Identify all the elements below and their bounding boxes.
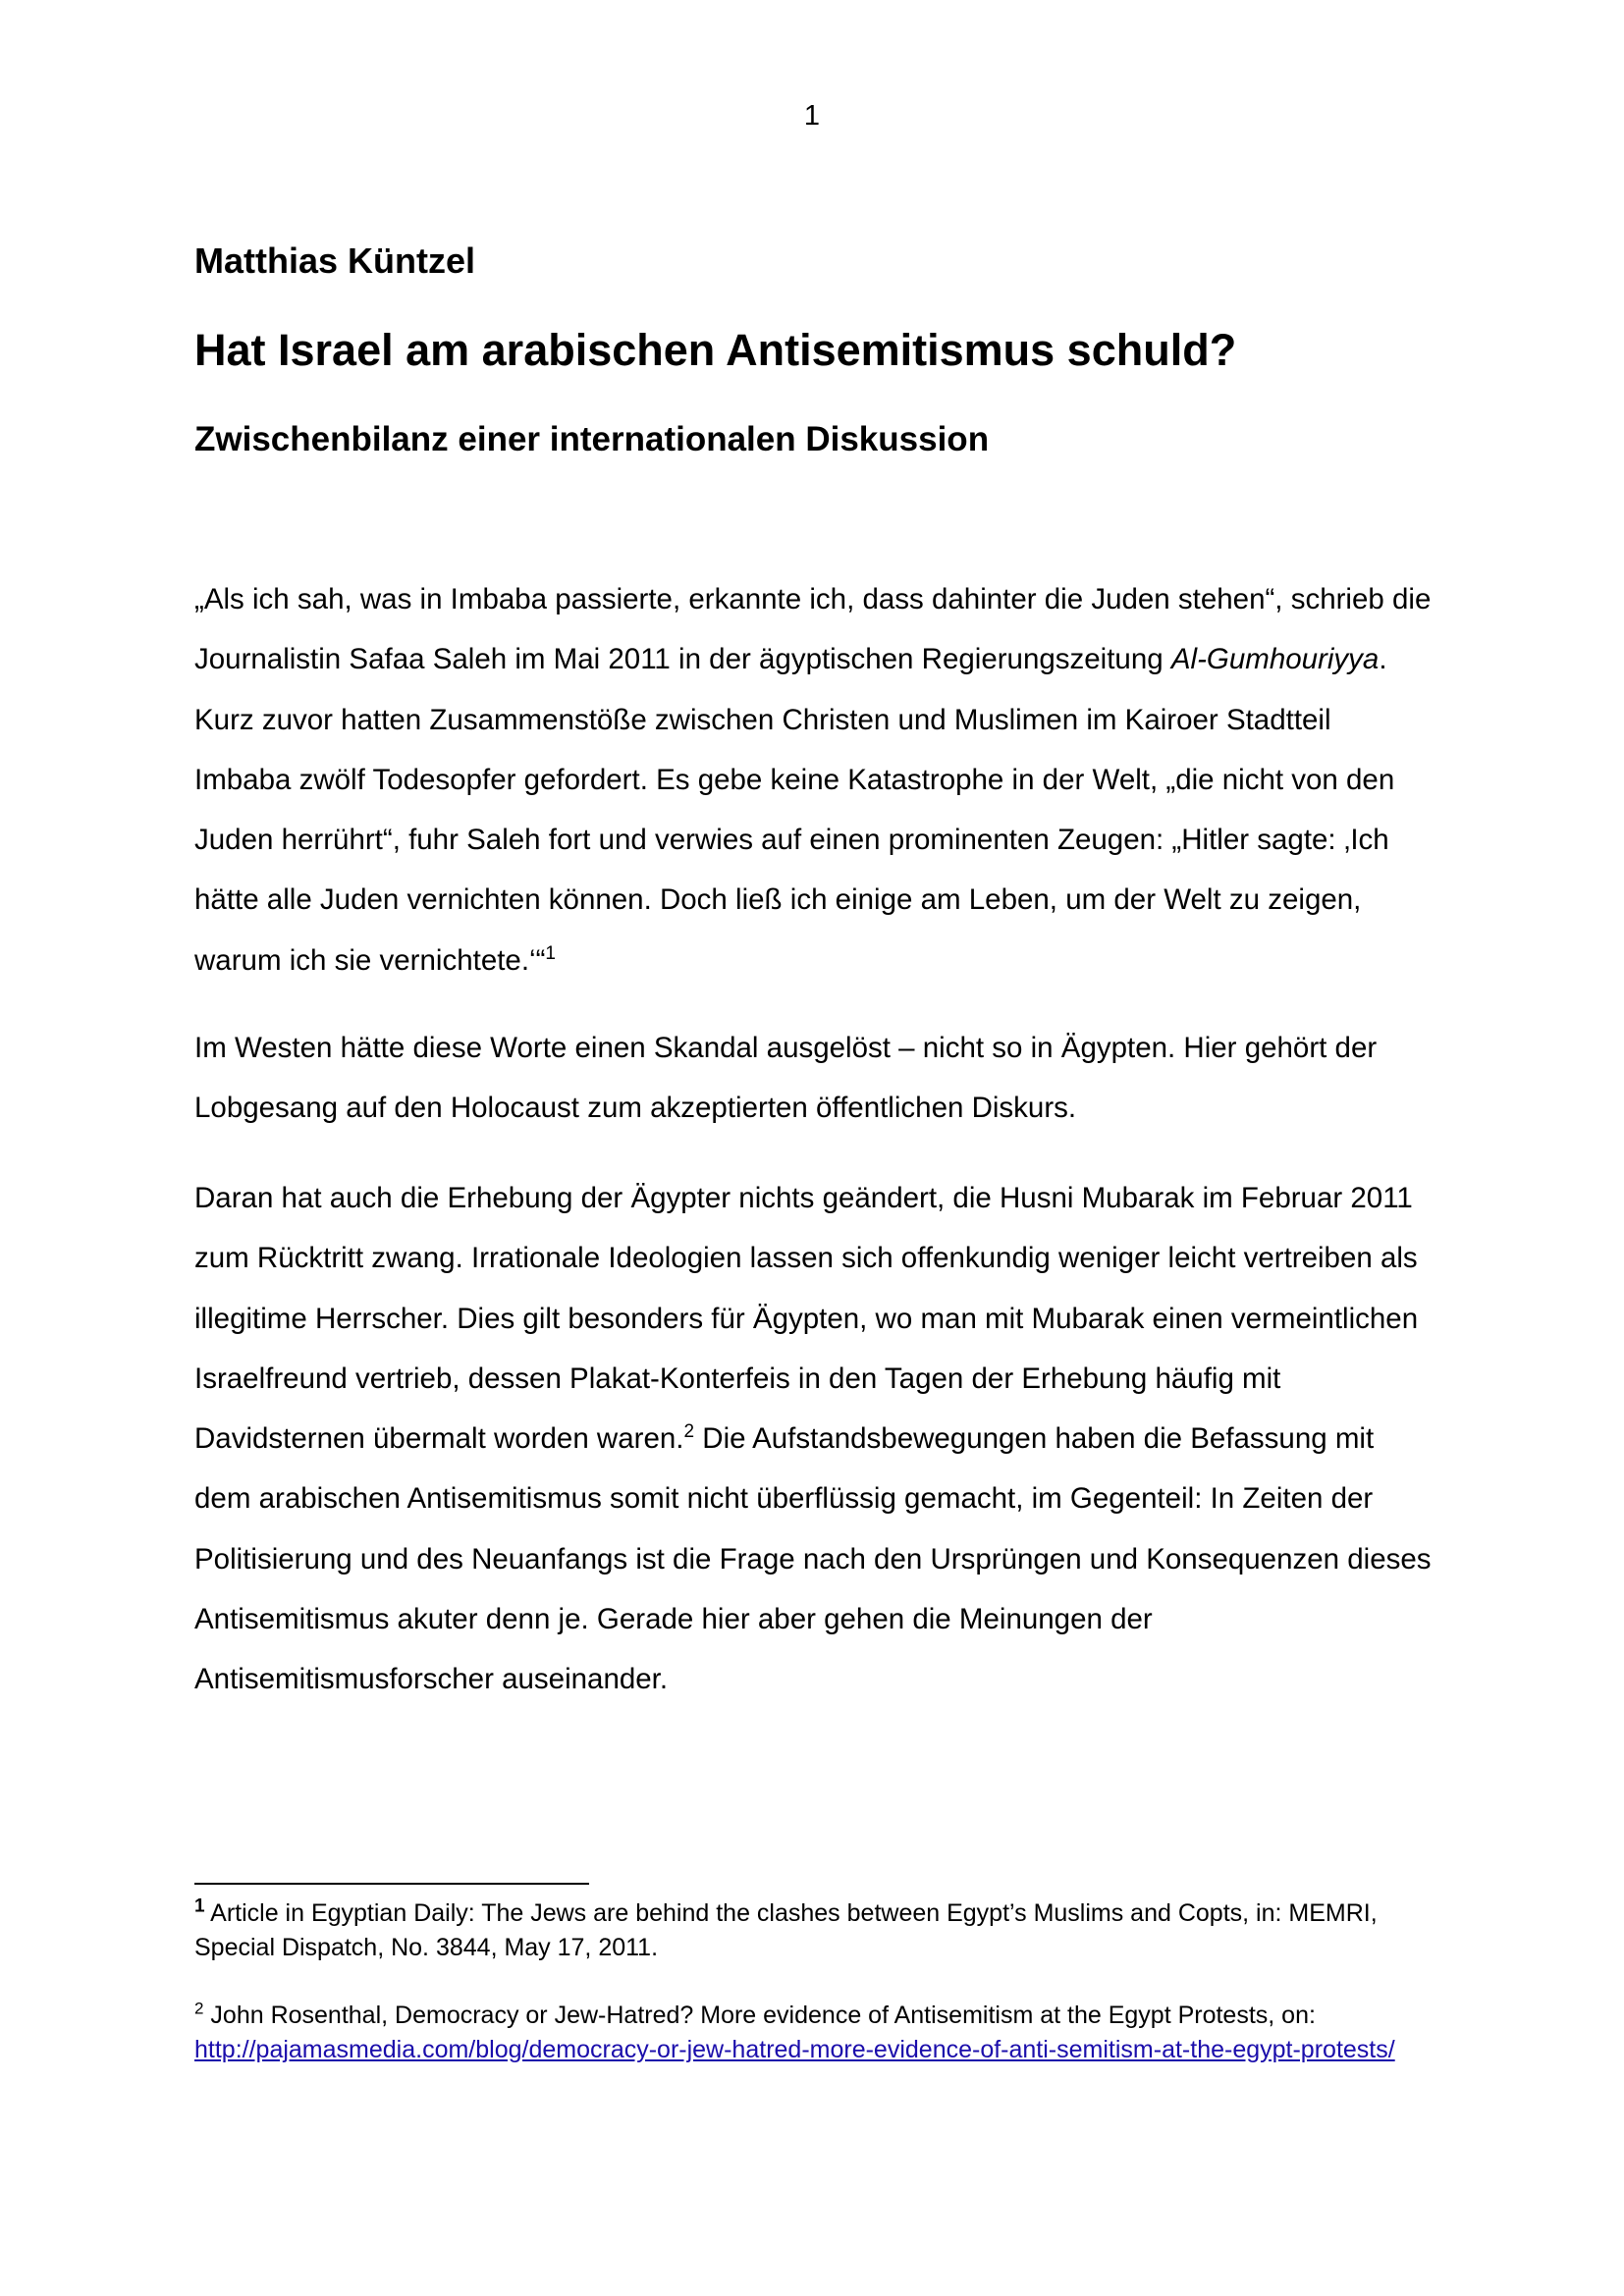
paragraph-3-text-b: Die Aufstandsbewegungen haben die Befassung mit dem arabischen Antisemitismus somit nicht überflüssig gemacht, im Gegenteil: In Zeiten der Politisierung und des Neuanfangs ist die Frage nach den Ursprüngen und Konsequenzen dieses Antisemitismus akuter denn je. Gerade hier aber gehen die Meinungen der Antisemitismusforscher auseinander.	[194, 1422, 1432, 1696]
footnote-ref-2[interactable]: 2	[683, 1421, 695, 1443]
footnote-2	[194, 1999, 1441, 2067]
paragraph-1	[194, 569, 1434, 990]
article-title: Hat Israel am arabischen Antisemitismus schuld?	[194, 325, 1237, 375]
paragraph-2	[194, 1018, 1434, 1139]
article-subtitle: Zwischenbilanz einer internationalen Diskussion	[194, 420, 990, 458]
paragraph-1-text-b: . Kurz zuvor hatten Zusammenstöße zwischen Christen und Muslimen im Kairoer Stadtteil Imbaba zwölf Todesopfer gefordert. Es gebe keine Katastrophe in der Welt, „die nicht von den Juden herrührt“, fuhr Saleh fort und verwies auf einen prominenten Zeugen: „Hitler sagte: ‚Ich hätte alle Juden vernichten können. Doch ließ ich einige am Leben, um der Welt zu zeigen, warum ich sie vernichtete.‘“	[194, 643, 1395, 977]
footnote-2-link[interactable]: http://pajamasmedia.com/blog/democracy-or-jew-hatred-more-evidence-of-anti-semitism-at-the-egypt-protests/	[194, 2036, 1395, 2063]
page-number: 1	[803, 100, 821, 132]
footnote-1-mark: 1	[194, 1896, 205, 1917]
paragraph-2-text: Im Westen hätte diese Worte einen Skandal ausgelöst – nicht so in Ägypten. Hier gehört der Lobgesang auf den Holocaust zum akzeptierten öffentlichen Diskurs.	[194, 1032, 1378, 1125]
footnote-2-text: John Rosenthal, Democracy or Jew-Hatred? More evidence of Antisemitism at the Egypt Protests, on:	[203, 2002, 1316, 2029]
footnote-ref-1[interactable]: 1	[545, 942, 556, 964]
footnote-separator	[194, 1883, 589, 1885]
footnote-1-text: Article in Egyptian Daily: The Jews are behind the clashes between Egypt’s Muslims and Copts, in: MEMRI, Special Dispatch, No. 3844, May 17, 2011.	[194, 1899, 1378, 1961]
paragraph-1-text-a: „Als ich sah, was in Imbaba passierte, erkannte ich, dass dahinter die Juden stehen“, schrieb die Journalistin Safaa Saleh im Mai 2011 in der ägyptischen Regierungszeitung	[194, 583, 1432, 676]
newspaper-name: Al-Gumhouriyya	[1170, 643, 1380, 676]
footnote-2-mark: 2	[194, 1999, 204, 2018]
paragraph-3-text-a: Daran hat auch die Erhebung der Ägypter nichts geändert, die Husni Mubarak im Februar 2011 zum Rücktritt zwang. Irrationale Ideologien lassen sich offenkundig weniger leicht vertreiben als illegitime Herrscher. Dies gilt besonders für Ägypten, wo man mit Mubarak einen vermeintlichen Israelfreund vertrieb, dessen Plakat-Konterfeis in den Tagen der Erhebung häufig mit Davidsternen übermalt worden waren.	[194, 1182, 1419, 1456]
footnote-1	[194, 1896, 1441, 1965]
paragraph-3	[194, 1168, 1434, 1710]
author-name: Matthias Küntzel	[194, 240, 476, 281]
